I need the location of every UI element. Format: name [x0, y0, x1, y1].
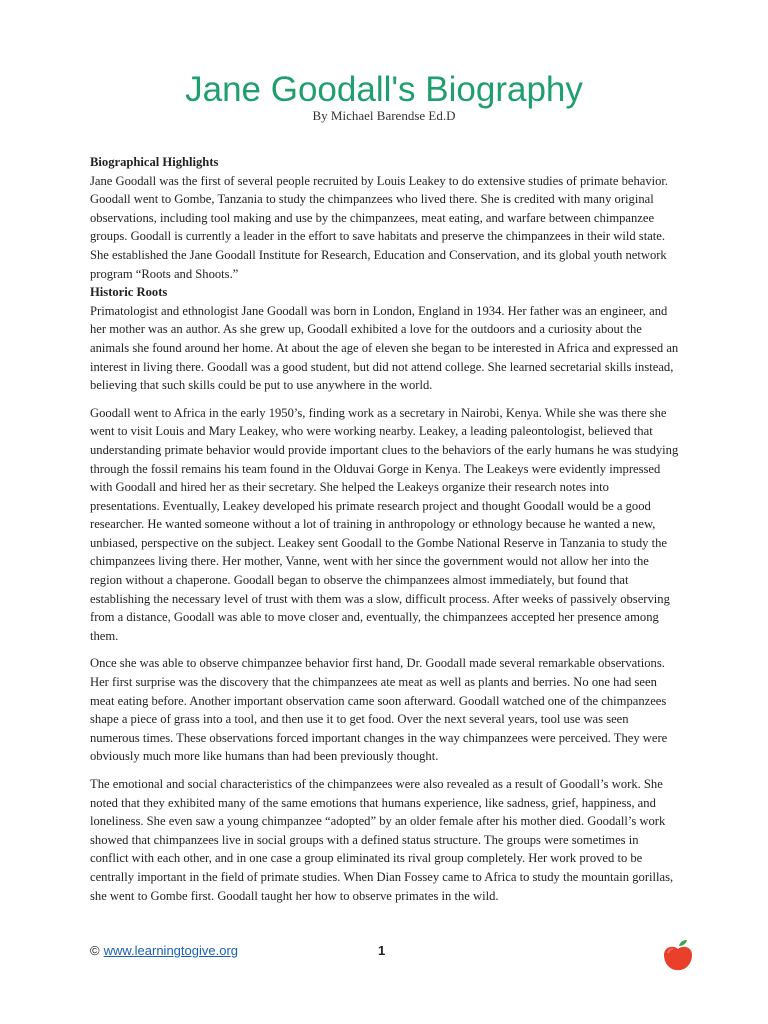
- website-link[interactable]: www.learningtogive.org: [103, 943, 238, 958]
- paragraph: Goodall went to Africa in the early 1950’s, finding work as a secretary in Nairobi, Kenya. While she was there she went to visit Louis and Mary Leakey, who were working nearby. Leakey, a leading paleontologist, believed that understanding primate behavior would provide important clues to the behaviors of the early humans he was studying through the fossil remains his team found in the Olduvai Gorge in Kenya. The Leakeys were evidently impressed with Goodall and hired her as their secretary. She helped the Leakeys organize their research notes into presentations. Eventually, Leakey developed his primate research project and thought Goodall would be a good researcher. He wanted someone without a lot of training in anthropology or ethnology because he wanted a new, unbiased, perspective on the subject. Leakey sent Goodall to the Gombe National Reserve in Tanzania to study the chimpanzees living there. Her mother, Vanne, went with her since the government would not allow her into the region without a chaperone. Goodall began to observe the chimpanzees almost immediately, but found that establishing the necessary level of trust with them was a slow, difficult process. After weeks of passively observing from a distance, Goodall was able to move closer and, eventually, the chimpanzees accepted her presence among them.: [90, 405, 679, 643]
- author-byline: By Michael Barendse Ed.D: [312, 108, 456, 123]
- document-body: [90, 153, 680, 914]
- paragraph: Once she was able to observe chimpanzee behavior first hand, Dr. Goodall made several remarkable observations. Her first surprise was the discovery that the chimpanzees ate meat as well as plants and berries. No one had seen meat eating before. Another important observation came soon afterward. Goodall watched one of the chimpanzees shape a piece of grass into a tool, and then use it to get food. Over the next several years, tool use was seen numerous times. These observations forced important changes in the way chimpanzees were perceived. They were obviously much more like humans than had been previously thought.: [90, 656, 668, 764]
- apple-body-shape: [664, 947, 692, 970]
- section-heading: Biographical Highlights: [90, 155, 219, 169]
- paragraph: Jane Goodall was the first of several people recruited by Louis Leakey to do extensive studies of primate behavior. Goodall went to Gombe, Tanzania to study the chimpanzees who lived there. She is credited with many original observations, including tool making and use by the chimpanzees, meat eating, and warfare between chimpanzee groups. Goodall is currently a leader in the effort to save habitats and preserve the chimpanzees in their wild state. She established the Jane Goodall Institute for Research, Education and Conservation, and its global youth network program “Roots and Shoots.”: [90, 173, 669, 281]
- paragraph: Primatologist and ethnologist Jane Goodall was born in London, England in 1934. Her father was an engineer, and her mother was an author. As she grew up, Goodall exhibited a love for the outdoors and a curiosity about the animals she found around her home. At about the age of eleven she began to be interested in Africa and expressed an interest in living there. Goodall was a good student, but did not attend college. She learned secretarial skills instead, believing that such skills could be put to use anywhere in the world.: [90, 303, 679, 393]
- paragraph: The emotional and social characteristics of the chimpanzees were also revealed as a result of Goodall’s work. She noted that they exhibited many of the same emotions that humans experience, like sadness, grief, happiness, and loneliness. She even saw a young chimpanzee “adopted” by an older female after his mother died. Goodall’s work showed that chimpanzees live in social groups with a defined status structure. The groups were sometimes in conflict with each other, and in one case a group eliminated its rival group completely. Her work proved to be centrally important in the field of primate studies. When Dian Fossey came to Africa to study the mountain gorillas, she went to Gombe first. Goodall taught her how to observe primates in the wild.: [90, 777, 674, 903]
- apple-icon: [662, 938, 694, 972]
- copyright-symbol: ©: [90, 943, 100, 958]
- page-number: 1: [378, 943, 386, 958]
- footer-website: [90, 943, 238, 958]
- section-biographical-highlights: [90, 153, 680, 283]
- section-heading: Historic Roots: [90, 285, 168, 300]
- section-historic-roots: [90, 283, 680, 905]
- page-title: Jane Goodall's Biography: [185, 70, 583, 109]
- leaf-shape: [679, 940, 687, 946]
